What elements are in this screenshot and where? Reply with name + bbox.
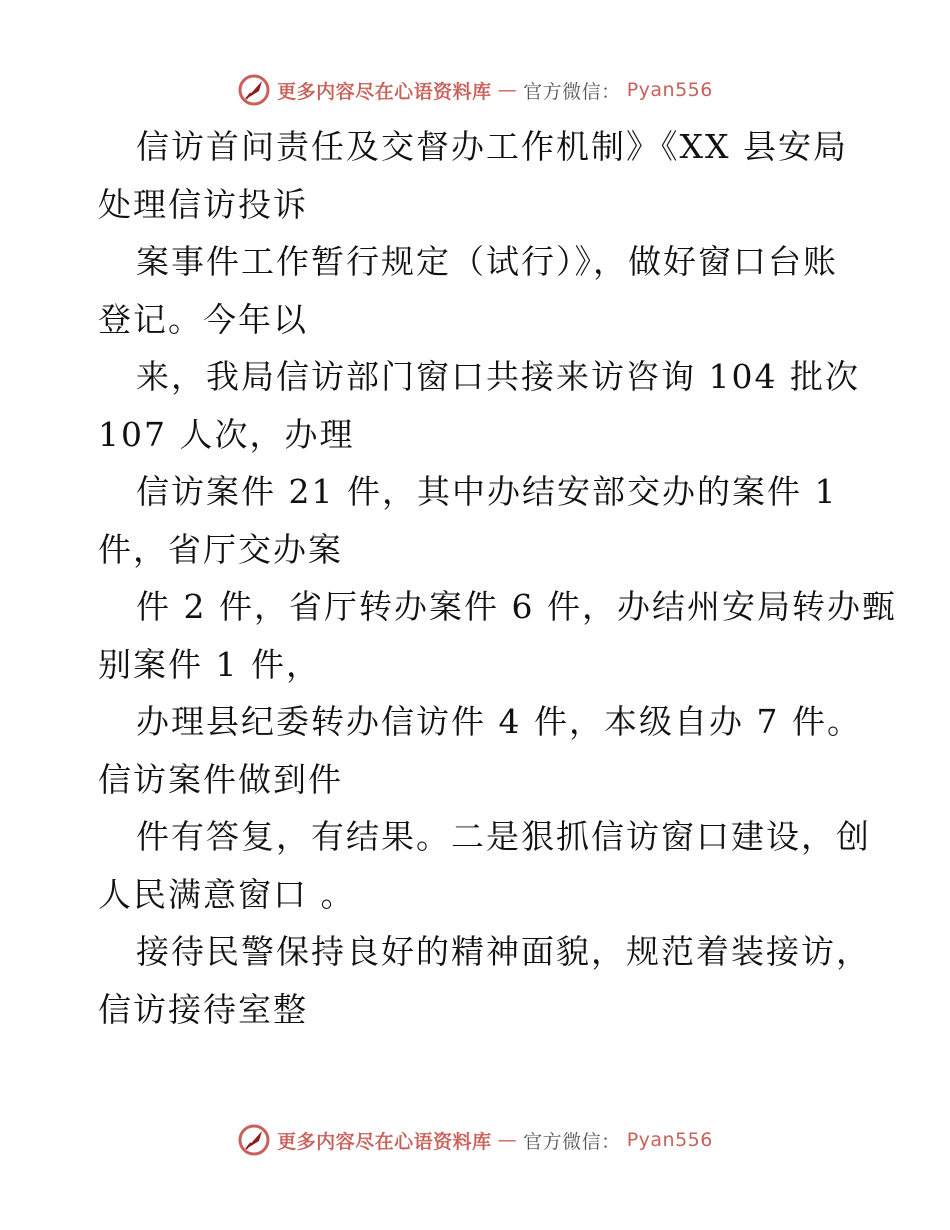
banner-handle: Pyan556 (626, 1129, 713, 1151)
banner-dash: — (497, 79, 518, 101)
body-line: 件有答复，有结果。二是狠抓信访窗口建设，创 (136, 817, 871, 856)
banner-dash: — (497, 1129, 518, 1151)
document-body (98, 118, 897, 1038)
body-line: 来，我局信访部门窗口共接来访咨询 104 批次 (136, 357, 860, 396)
body-line: 件 2 件，省厅转办案件 6 件，办结州安局转办甄 (136, 587, 897, 626)
body-line: 登记。今年以 (98, 299, 308, 339)
body-line: 信访首问责任及交督办工作机制》《XX 县安局 (136, 127, 848, 166)
banner-sub-text: 官方微信： (523, 80, 621, 103)
body-line: 信访案件 21 件，其中办结安部交办的案件 1 (136, 472, 838, 511)
body-line: 人民满意窗口 。 (98, 874, 356, 914)
header-banner (0, 70, 950, 110)
body-line: 信访接待室整 (98, 989, 308, 1029)
banner-main-text: 更多内容尽在心语资料库 (277, 80, 492, 103)
body-line: 信访案件做到件 (98, 759, 343, 799)
banner-handle: Pyan556 (626, 79, 713, 101)
body-line: 接待民警保持良好的精神面貌，规范着装接访， (136, 932, 871, 971)
quill-logo-icon (237, 1123, 271, 1157)
banner-main-text: 更多内容尽在心语资料库 (277, 1130, 492, 1153)
body-line: 别案件 1 件， (98, 644, 321, 684)
body-line: 处理信访投诉 (98, 184, 308, 224)
body-line: 件，省厅交办案 (98, 529, 343, 569)
banner-sub-text: 官方微信： (523, 1130, 621, 1153)
footer-banner (0, 1120, 950, 1160)
quill-logo-icon (237, 73, 271, 107)
body-line: 案事件工作暂行规定（试行）》，做好窗口台账 (136, 242, 838, 281)
body-line: 107 人次，办理 (98, 414, 355, 454)
body-line: 办理县纪委转办信访件 4 件，本级自办 7 件。 (136, 702, 862, 741)
